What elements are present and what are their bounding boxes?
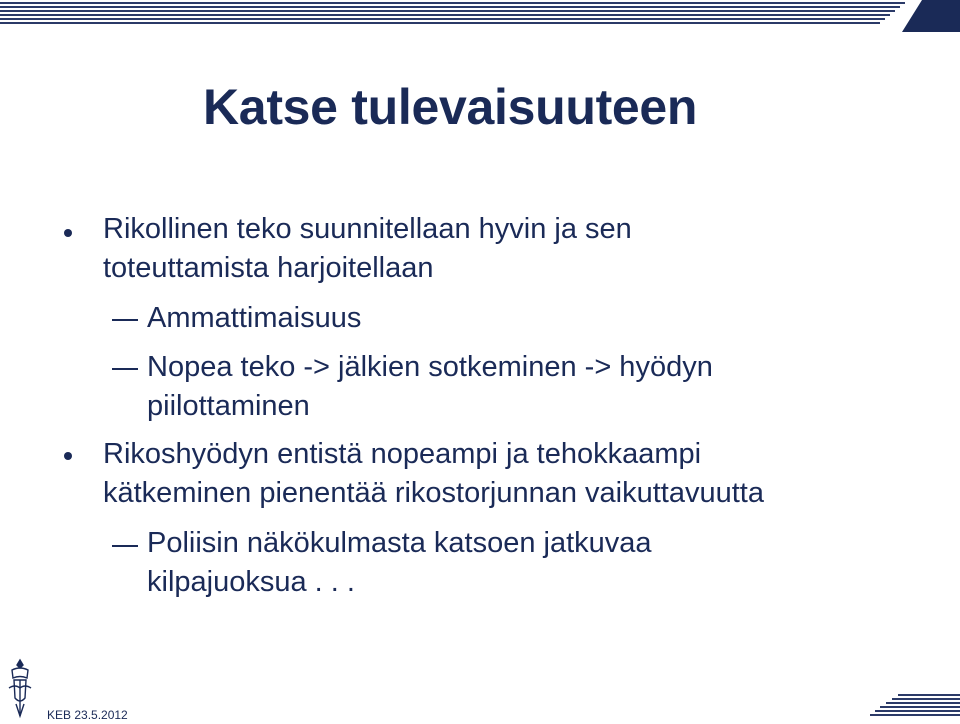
corner-logo-icon: [902, 0, 960, 32]
bottom-stripes-decoration: [870, 694, 960, 718]
sub-item-text: Ammattimaisuus: [147, 302, 362, 334]
top-stripes-decoration: [0, 2, 905, 28]
sub-item-text: piilottaminen: [147, 390, 310, 422]
bullet-icon: [64, 452, 72, 460]
footer-date: KEB 23.5.2012: [47, 708, 128, 722]
dash-icon: [112, 319, 138, 321]
slide-title: Katse tulevaisuuteen: [203, 79, 698, 135]
bullet-item-text: Rikoshyödyn entistä nopeampi ja tehokkaampi: [103, 438, 702, 470]
sub-item-text: Nopea teko -> jälkien sotkeminen -> hyödyn: [147, 351, 713, 383]
sub-item-text: kilpajuoksua . . .: [147, 566, 355, 598]
bullet-icon: [64, 229, 72, 237]
police-emblem-icon: [5, 658, 35, 720]
dash-icon: [112, 368, 138, 370]
bullet-item-text: Rikollinen teko suunnitellaan hyvin ja sen: [103, 213, 632, 245]
dash-icon: [112, 545, 138, 547]
bullet-item-text: toteuttamista harjoitellaan: [103, 252, 434, 284]
bullet-item-text: kätkeminen pienentää rikostorjunnan vaikuttavuutta: [103, 477, 764, 509]
sub-item-text: Poliisin näkökulmasta katsoen jatkuvaa: [147, 527, 652, 559]
